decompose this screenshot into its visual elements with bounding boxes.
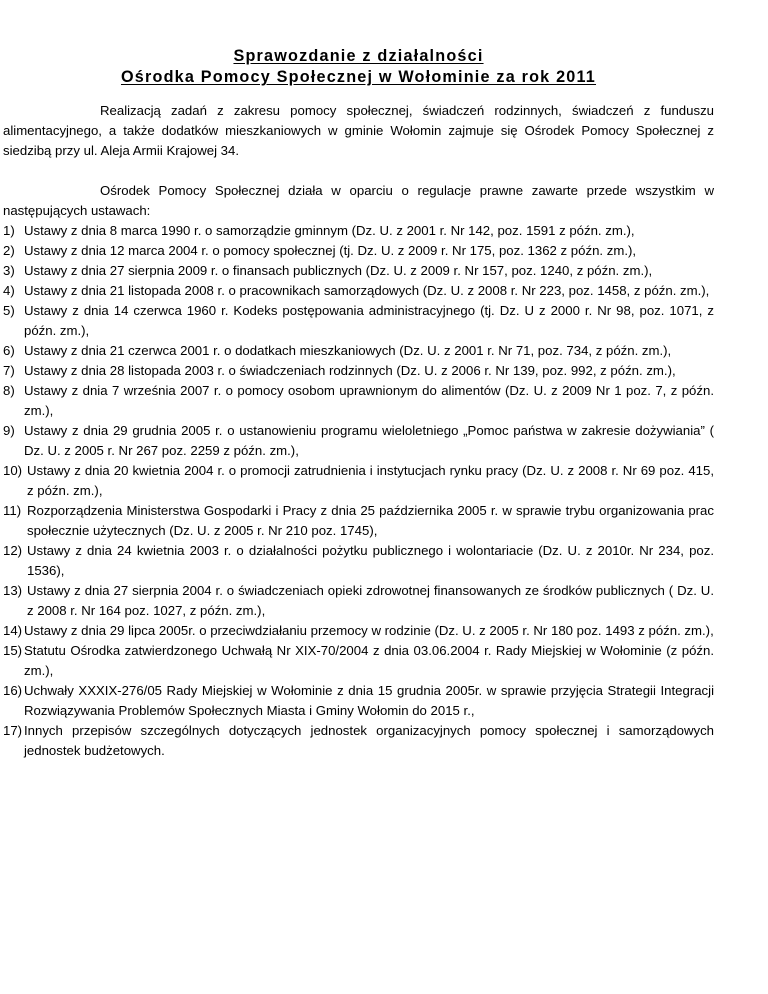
document-title: [3, 46, 714, 88]
list-item-text: Ustawy z dnia 29 grudnia 2005 r. o ustanowieniu programu wieloletniego „Pomoc państwa w zakresie dożywiania” ( Dz. U. z 2005 r. Nr 267 poz. 2259 z późn. zm.),: [24, 423, 714, 458]
list-item-number: 16): [3, 683, 23, 698]
list-item-text: Ustawy z dnia 24 kwietnia 2003 r. o działalności pożytku publicznego i wolontariacie (Dz. U. z 2010r. Nr 234, poz. 1536),: [27, 543, 714, 578]
list-item: [3, 421, 714, 461]
list-item: [3, 361, 714, 381]
list-item-number: 3): [3, 263, 15, 278]
list-item: [3, 221, 714, 241]
list-item-number: 4): [3, 283, 15, 298]
list-item-number: 9): [3, 423, 15, 438]
list-item: [3, 581, 714, 621]
lead-paragraph: Ośrodek Pomocy Społecznej działa w oparciu o regulacje prawne zawarte przede wszystkim w następujących ustawach:: [3, 183, 714, 218]
list-item: [3, 621, 714, 641]
list-item-text: Innych przepisów szczególnych dotyczących jednostek organizacyjnych pomocy społecznej i samorządowych jednostek budżetowych.: [24, 723, 714, 758]
list-item-text: Ustawy z dnia 28 listopada 2003 r. o świadczeniach rodzinnych (Dz. U. z 2006 r. Nr 139, poz. 992, z późn. zm.),: [24, 363, 676, 378]
list-item-text: Ustawy z dnia 21 czerwca 2001 r. o dodatkach mieszkaniowych (Dz. U. z 2001 r. Nr 71, poz. 734, z późn. zm.),: [24, 343, 672, 358]
list-item-number: 5): [3, 303, 15, 318]
title-line-1: Sprawozdanie z działalności: [233, 47, 484, 65]
list-item-text: Ustawy z dnia 29 lipca 2005r. o przeciwdziałaniu przemocy w rodzinie (Dz. U. z 2005 r. Nr 180 poz. 1493 z późn. zm.),: [24, 623, 714, 638]
list-item-text: Rozporządzenia Ministerstwa Gospodarki i Pracy z dnia 25 października 2005 r. w sprawie trybu organizowania prac społecznie użytecznych (Dz. U. z 2005 r. Nr 210 poz. 1745),: [27, 503, 714, 538]
list-item-number: 8): [3, 383, 15, 398]
list-item: [3, 241, 714, 261]
list-item-text: Ustawy z dnia 12 marca 2004 r. o pomocy społecznej (tj. Dz. U. z 2009 r. Nr 175, poz. 1362 z późn. zm.),: [24, 243, 637, 258]
list-item: [3, 501, 714, 541]
list-item-text: Ustawy z dnia 7 września 2007 r. o pomocy osobom uprawnionym do alimentów (Dz. U. z 2009 Nr 1 poz. 7, z późn. zm.),: [24, 383, 714, 418]
list-item-text: Ustawy z dnia 20 kwietnia 2004 r. o promocji zatrudnienia i instytucjach rynku pracy (Dz. U. z 2008 r. Nr 69 poz. 415, z późn. zm.),: [27, 463, 714, 498]
legal-basis-list: [3, 221, 714, 761]
list-item: [3, 721, 714, 761]
list-item-number: 14): [3, 623, 23, 638]
list-item: [3, 381, 714, 421]
list-item-text: Ustawy z dnia 21 listopada 2008 r. o pracownikach samorządowych (Dz. U. z 2008 r. Nr 223, poz. 1458, z późn. zm.),: [24, 283, 710, 298]
list-item: [3, 681, 714, 721]
list-item-number: 15): [3, 643, 23, 658]
list-item-text: Ustawy z dnia 27 sierpnia 2004 r. o świadczeniach opieki zdrowotnej finansowanych ze środków publicznych ( Dz. U. z 2008 r. Nr 164 poz. 1027, z późn. zm.),: [27, 583, 714, 618]
list-item: [3, 461, 714, 501]
list-item-number: 1): [3, 223, 15, 238]
list-item-text: Ustawy z dnia 27 sierpnia 2009 r. o finansach publicznych (Dz. U. z 2009 r. Nr 157, poz. 1240, z późn. zm.),: [24, 263, 653, 278]
list-item-text: Ustawy z dnia 14 czerwca 1960 r. Kodeks postępowania administracyjnego (tj. Dz. U z 2000 r. Nr 98, poz. 1071, z późn. zm.),: [24, 303, 714, 338]
list-item-number: 10): [3, 463, 23, 478]
list-item: [3, 641, 714, 681]
list-item: [3, 261, 714, 281]
list-item-number: 11): [3, 503, 22, 518]
list-item: [3, 541, 714, 581]
list-item-text: Uchwały XXXIX-276/05 Rady Miejskiej w Wołominie z dnia 15 grudnia 2005r. w sprawie przyjęcia Strategii Integracji Rozwiązywania Problemów Społecznych Miasta i Gminy Wołomin do 2015 r.,: [24, 683, 714, 718]
title-line-2: Ośrodka Pomocy Społecznej w Wołominie za rok 2011: [120, 68, 597, 86]
list-item-number: 13): [3, 583, 23, 598]
list-item-text: Ustawy z dnia 8 marca 1990 r. o samorządzie gminnym (Dz. U. z 2001 r. Nr 142, poz. 1591 z późn. zm.),: [24, 223, 635, 238]
list-item: [3, 341, 714, 361]
list-item: [3, 281, 714, 301]
list-item-number: 17): [3, 723, 23, 738]
list-item-number: 7): [3, 363, 15, 378]
list-item-number: 2): [3, 243, 15, 258]
list-item: [3, 301, 714, 341]
list-item-number: 6): [3, 343, 15, 358]
list-item-text: Statutu Ośrodka zatwierdzonego Uchwałą Nr XIX-70/2004 z dnia 03.06.2004 r. Rady Miejskiej w Wołominie (z późn. zm.),: [24, 643, 714, 678]
intro-paragraph: Realizacją zadań z zakresu pomocy społecznej, świadczeń rodzinnych, świadczeń z funduszu alimentacyjnego, a także dodatków mieszkaniowych w gminie Wołomin zajmuje się Ośrodek Pomocy Społecznej z siedzibą przy ul. Aleja Armii Krajowej 34.: [3, 103, 714, 158]
list-item-number: 12): [3, 543, 23, 558]
